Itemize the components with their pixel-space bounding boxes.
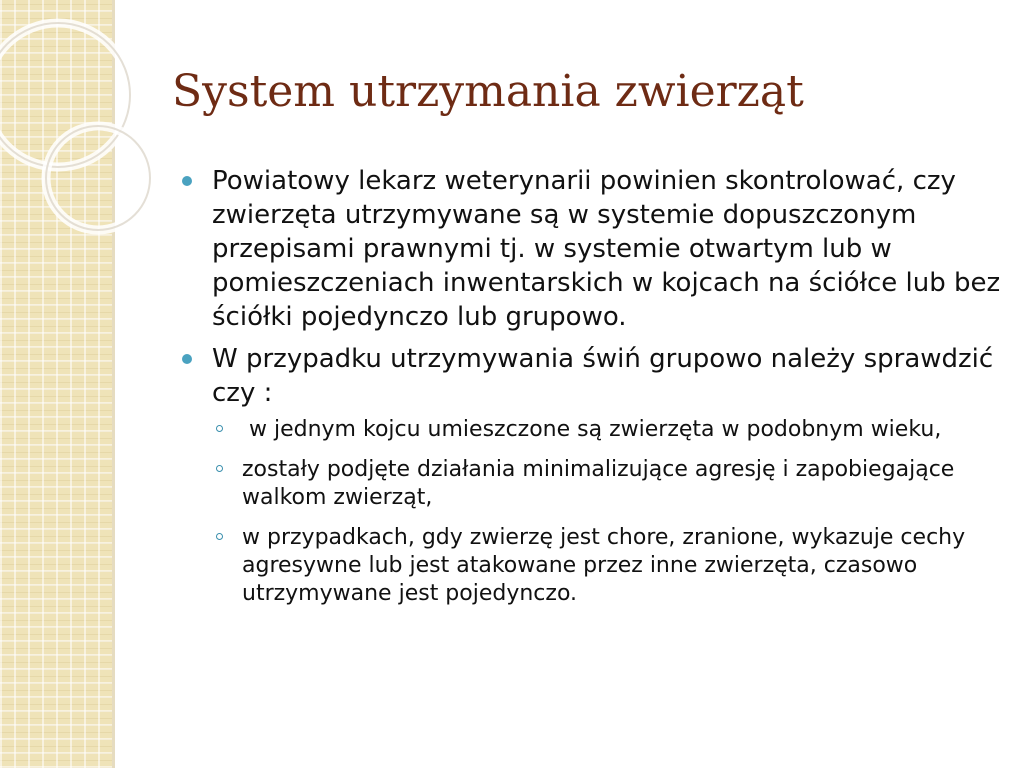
sub-bullet-item [212, 416, 1002, 444]
decorative-rings [0, 0, 140, 300]
bullet-item [182, 342, 1002, 608]
ring-small-inner [46, 126, 150, 230]
sub-bullet-text: w jednym kojcu umieszczone są zwierzęta w podobnym wieku, [242, 417, 942, 442]
bullet-dot-icon [182, 354, 192, 364]
bullet-list [182, 164, 1002, 608]
bullet-ring-icon [216, 425, 223, 432]
bullet-ring-icon [216, 533, 223, 540]
sub-bullet-text: w przypadkach, gdy zwierzę jest chore, zranione, wykazuje cechy agresywne lub jest atakowane przez inne zwierzęta, czasowo utrzymywane jest pojedynczo. [242, 525, 966, 606]
sub-bullet-text: zostały podjęte działania minimalizujące agresję i zapobiegające walkom zwierząt, [242, 457, 955, 510]
sub-bullet-list [212, 416, 1002, 608]
bullet-item [182, 164, 1002, 334]
sub-bullet-item [212, 524, 1002, 608]
bullet-dot-icon [182, 176, 192, 186]
slide-content [182, 164, 1002, 620]
bullet-text: W przypadku utrzymywania świń grupowo należy sprawdzić czy : [212, 344, 994, 408]
bullet-ring-icon [216, 465, 223, 472]
bullet-text: Powiatowy lekarz weterynarii powinien skontrolować, czy zwierzęta utrzymywane są w systemie dopuszczonym przepisami prawnymi tj. w systemie otwartym lub w pomieszczeniach inwentarskich w kojcach na ściółce lub bez ściółki pojedynczo lub grupowo. [212, 166, 1001, 332]
slide-title: System utrzymania zwierząt [172, 66, 804, 117]
ring-large-inner [0, 23, 130, 167]
sub-bullet-item [212, 456, 1002, 512]
